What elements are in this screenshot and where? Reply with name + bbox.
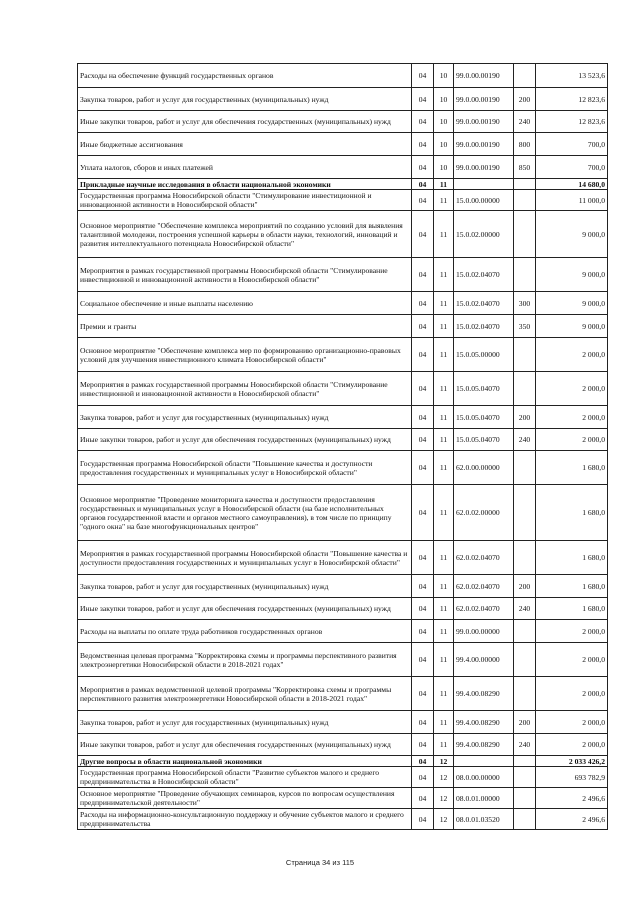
row-expense-type-cell: 350 [514,315,536,338]
row-section-cell: 04 [412,211,434,258]
row-section-cell: 04 [412,64,434,88]
row-target-article-cell: 62.0.00.00000 [454,451,514,485]
row-section-cell: 04 [412,315,434,338]
row-name-cell: Иные закупки товаров, работ и услуг для обеспечения государственных (муниципальных) нужд [78,429,412,451]
table-row [78,133,608,156]
row-sum-cell: 12 823,6 [536,111,608,133]
row-name-cell: Ведомственная целевая программа "Корректировка схемы и программы перспективного развития электроэнергетики Новосибирской области в 2018-2021 годах" [78,643,412,677]
row-target-article-cell: 99.4.00.08290 [454,734,514,756]
row-name-cell: Государственная программа Новосибирской области "Развитие субъектов малого и среднего предпринимательства в Новосибирской области" [78,767,412,788]
row-subsection-cell: 11 [434,734,454,756]
row-sum-cell: 9 000,0 [536,315,608,338]
row-name-cell: Мероприятия в рамках государственной программы Новосибирской области "Повышение качества и доступности предоставления государственных и муниципальных услуг в Новосибирской области" [78,541,412,575]
row-target-article-cell: 15.0.02.04070 [454,258,514,292]
row-expense-type-cell: 200 [514,711,536,734]
row-section-cell: 04 [412,133,434,156]
row-sum-cell: 1 680,0 [536,598,608,620]
row-subsection-cell: 11 [434,677,454,711]
row-subsection-cell: 11 [434,429,454,451]
row-section-cell: 04 [412,734,434,756]
row-target-article-cell: 15.0.02.04070 [454,292,514,315]
row-expense-type-cell: 800 [514,133,536,156]
row-expense-type-cell: 200 [514,88,536,111]
row-subsection-cell: 10 [434,111,454,133]
row-expense-type-cell [514,372,536,406]
row-sum-cell: 2 000,0 [536,643,608,677]
row-subsection-cell: 12 [434,767,454,788]
row-target-article-cell: 99.0.00.00190 [454,111,514,133]
table-row [78,677,608,711]
row-sum-cell: 2 000,0 [536,677,608,711]
row-sum-cell: 2 000,0 [536,429,608,451]
row-sum-cell: 693 782,9 [536,767,608,788]
table-row [78,156,608,179]
row-section-cell: 04 [412,809,434,830]
row-name-cell: Расходы на выплаты по оплате труда работников государственных органов [78,620,412,643]
row-sum-cell: 2 000,0 [536,372,608,406]
row-section-cell: 04 [412,575,434,598]
page-number: Страница 34 из 115 [285,858,355,867]
table-row [78,190,608,211]
row-sum-cell: 2 033 426,2 [536,756,608,767]
table-row [78,111,608,133]
row-section-cell: 04 [412,372,434,406]
row-name-cell: Основное мероприятие "Проведение мониторинга качества и доступности предоставления государственных и муниципальных услуг в Новосибирской области (на базе исполнительных органов государственной власти и органов местного самоуправления), в том числе по принципу "одного окна" на базе многофункциональных центров" [78,485,412,541]
row-target-article-cell: 62.0.02.04070 [454,541,514,575]
row-subsection-cell: 11 [434,541,454,575]
row-sum-cell: 2 000,0 [536,406,608,429]
row-target-article-cell: 15.0.05.04070 [454,406,514,429]
row-sum-cell: 12 823,6 [536,88,608,111]
row-target-article-cell [454,756,514,767]
row-expense-type-cell: 300 [514,292,536,315]
table-row [78,620,608,643]
row-name-cell: Социальное обеспечение и иные выплаты населению [78,292,412,315]
row-target-article-cell: 99.0.00.00190 [454,156,514,179]
table-row [78,372,608,406]
row-sum-cell: 2 000,0 [536,620,608,643]
row-subsection-cell: 11 [434,338,454,372]
row-section-cell: 04 [412,451,434,485]
row-name-cell: Государственная программа Новосибирской области "Стимулирование инвестиционной и инновационной активности в Новосибирской области" [78,190,412,211]
row-expense-type-cell [514,677,536,711]
row-name-cell: Расходы на информационно-консультационную поддержку и обучение субъектов малого и среднего предпринимательства [78,809,412,830]
row-subsection-cell: 10 [434,156,454,179]
table-row [78,643,608,677]
table-row [78,711,608,734]
row-expense-type-cell [514,338,536,372]
table-row [78,64,608,88]
row-section-cell: 04 [412,111,434,133]
table-row [78,575,608,598]
row-section-cell: 04 [412,485,434,541]
table-row [78,541,608,575]
row-expense-type-cell [514,620,536,643]
table-row [78,485,608,541]
row-subsection-cell: 11 [434,211,454,258]
row-sum-cell: 2 496,6 [536,809,608,830]
row-sum-cell: 9 000,0 [536,258,608,292]
row-expense-type-cell [514,767,536,788]
row-name-cell: Расходы на обеспечение функций государственных органов [78,64,412,88]
row-expense-type-cell [514,788,536,809]
row-subsection-cell: 11 [434,643,454,677]
table-row [78,734,608,756]
row-expense-type-cell: 200 [514,575,536,598]
row-sum-cell: 2 000,0 [536,734,608,756]
table-row [78,598,608,620]
row-subsection-cell: 11 [434,190,454,211]
row-sum-cell: 2 496,6 [536,788,608,809]
row-subsection-cell: 11 [434,315,454,338]
budget-table-body [78,64,608,830]
table-row [78,451,608,485]
row-name-cell: Прикладные научные исследования в области национальной экономики [78,179,412,190]
row-section-cell: 04 [412,620,434,643]
row-subsection-cell: 11 [434,292,454,315]
row-section-cell: 04 [412,756,434,767]
row-section-cell: 04 [412,406,434,429]
row-subsection-cell: 11 [434,179,454,190]
row-subsection-cell: 10 [434,133,454,156]
row-sum-cell: 11 000,0 [536,190,608,211]
row-subsection-cell: 11 [434,620,454,643]
row-expense-type-cell: 240 [514,598,536,620]
row-expense-type-cell [514,756,536,767]
row-sum-cell: 1 680,0 [536,451,608,485]
table-row [78,429,608,451]
table-row [78,767,608,788]
row-expense-type-cell [514,809,536,830]
row-name-cell: Иные бюджетные ассигнования [78,133,412,156]
row-sum-cell: 2 000,0 [536,338,608,372]
row-target-article-cell: 15.0.00.00000 [454,190,514,211]
row-section-cell: 04 [412,788,434,809]
row-sum-cell: 1 680,0 [536,485,608,541]
row-expense-type-cell [514,64,536,88]
row-expense-type-cell: 850 [514,156,536,179]
row-subsection-cell: 11 [434,598,454,620]
row-target-article-cell: 99.4.00.08290 [454,677,514,711]
row-expense-type-cell: 240 [514,429,536,451]
row-name-cell: Уплата налогов, сборов и иных платежей [78,156,412,179]
row-sum-cell: 2 000,0 [536,711,608,734]
row-target-article-cell: 08.0.00.00000 [454,767,514,788]
row-expense-type-cell [514,190,536,211]
row-name-cell: Закупка товаров, работ и услуг для государственных (муниципальных) нужд [78,88,412,111]
row-section-cell: 04 [412,88,434,111]
row-target-article-cell: 15.0.02.00000 [454,211,514,258]
row-subsection-cell: 11 [434,575,454,598]
table-row [78,756,608,767]
row-name-cell: Иные закупки товаров, работ и услуг для обеспечения государственных (муниципальных) нужд [78,598,412,620]
row-name-cell: Премии и гранты [78,315,412,338]
row-name-cell: Мероприятия в рамках государственной программы Новосибирской области "Стимулирование инвестиционной и инновационной активности в Новосибирской области" [78,258,412,292]
row-target-article-cell: 08.0.01.00000 [454,788,514,809]
row-subsection-cell: 11 [434,451,454,485]
row-expense-type-cell [514,541,536,575]
row-sum-cell: 1 680,0 [536,575,608,598]
row-sum-cell: 9 000,0 [536,211,608,258]
row-subsection-cell: 11 [434,258,454,292]
table-row [78,788,608,809]
row-sum-cell: 9 000,0 [536,292,608,315]
table-row [78,315,608,338]
table-row [78,338,608,372]
row-target-article-cell: 08.0.01.03520 [454,809,514,830]
row-sum-cell: 1 680,0 [536,541,608,575]
row-section-cell: 04 [412,179,434,190]
row-name-cell: Иные закупки товаров, работ и услуг для обеспечения государственных (муниципальных) нужд [78,111,412,133]
row-name-cell: Основное мероприятие "Обеспечение комплекса мер по формированию организационно-правовых условий для улучшения инвестиционного климата Новосибирской области" [78,338,412,372]
row-section-cell: 04 [412,677,434,711]
row-name-cell: Мероприятия в рамках государственной программы Новосибирской области "Стимулирование инвестиционной и инновационной активности в Новосибирской области" [78,372,412,406]
table-row [78,809,608,830]
row-sum-cell: 700,0 [536,133,608,156]
table-row [78,292,608,315]
row-expense-type-cell [514,451,536,485]
table-row [78,211,608,258]
row-name-cell: Иные закупки товаров, работ и услуг для обеспечения государственных (муниципальных) нужд [78,734,412,756]
row-name-cell: Закупка товаров, работ и услуг для государственных (муниципальных) нужд [78,406,412,429]
row-target-article-cell: 15.0.05.00000 [454,338,514,372]
row-target-article-cell: 62.0.02.04070 [454,575,514,598]
row-name-cell: Основное мероприятие "Обеспечение комплекса мероприятий по созданию условий для выявления талантливой молодежи, построения успешной карьеры в области науки, технологий, инноваций и развития интеллектуального потенциала Новосибирской области" [78,211,412,258]
row-target-article-cell: 15.0.02.04070 [454,315,514,338]
row-subsection-cell: 12 [434,809,454,830]
row-target-article-cell: 99.0.00.00190 [454,88,514,111]
row-target-article-cell: 15.0.05.04070 [454,429,514,451]
row-section-cell: 04 [412,767,434,788]
row-section-cell: 04 [412,258,434,292]
row-sum-cell: 14 680,0 [536,179,608,190]
row-expense-type-cell [514,643,536,677]
row-section-cell: 04 [412,541,434,575]
row-subsection-cell: 10 [434,88,454,111]
row-subsection-cell: 12 [434,756,454,767]
row-target-article-cell: 99.4.00.08290 [454,711,514,734]
row-section-cell: 04 [412,190,434,211]
row-target-article-cell: 62.0.02.04070 [454,598,514,620]
row-section-cell: 04 [412,711,434,734]
table-row [78,88,608,111]
budget-table [77,63,608,830]
table-row [78,179,608,190]
row-subsection-cell: 11 [434,372,454,406]
row-expense-type-cell [514,179,536,190]
row-expense-type-cell [514,211,536,258]
row-name-cell: Закупка товаров, работ и услуг для государственных (муниципальных) нужд [78,575,412,598]
row-subsection-cell: 11 [434,485,454,541]
row-sum-cell: 13 523,6 [536,64,608,88]
row-section-cell: 04 [412,598,434,620]
row-section-cell: 04 [412,156,434,179]
row-target-article-cell: 99.0.00.00190 [454,64,514,88]
table-row [78,406,608,429]
row-name-cell: Государственная программа Новосибирской области "Повышение качества и доступности предоставления государственных и муниципальных услуг в Новосибирской области" [78,451,412,485]
row-target-article-cell: 99.0.00.00190 [454,133,514,156]
row-section-cell: 04 [412,292,434,315]
row-expense-type-cell: 240 [514,734,536,756]
table-row [78,258,608,292]
row-name-cell: Закупка товаров, работ и услуг для государственных (муниципальных) нужд [78,711,412,734]
row-target-article-cell: 99.4.00.00000 [454,643,514,677]
row-subsection-cell: 12 [434,788,454,809]
row-sum-cell: 700,0 [536,156,608,179]
row-section-cell: 04 [412,338,434,372]
row-expense-type-cell: 240 [514,111,536,133]
row-expense-type-cell [514,258,536,292]
row-target-article-cell: 62.0.02.00000 [454,485,514,541]
row-expense-type-cell: 200 [514,406,536,429]
row-expense-type-cell [514,485,536,541]
row-section-cell: 04 [412,643,434,677]
row-name-cell: Мероприятия в рамках ведомственной целевой программы "Корректировка схемы и программы перспективного развития электроэнергетики Новосибирской области в 2018-2021 годах" [78,677,412,711]
row-subsection-cell: 11 [434,711,454,734]
row-target-article-cell [454,179,514,190]
row-target-article-cell: 99.0.00.00000 [454,620,514,643]
row-name-cell: Основное мероприятие "Проведение обучающих семинаров, курсов по вопросам осуществления предпринимательской деятельности" [78,788,412,809]
row-target-article-cell: 15.0.05.04070 [454,372,514,406]
row-subsection-cell: 10 [434,64,454,88]
row-section-cell: 04 [412,429,434,451]
row-subsection-cell: 11 [434,406,454,429]
row-name-cell: Другие вопросы в области национальной экономики [78,756,412,767]
